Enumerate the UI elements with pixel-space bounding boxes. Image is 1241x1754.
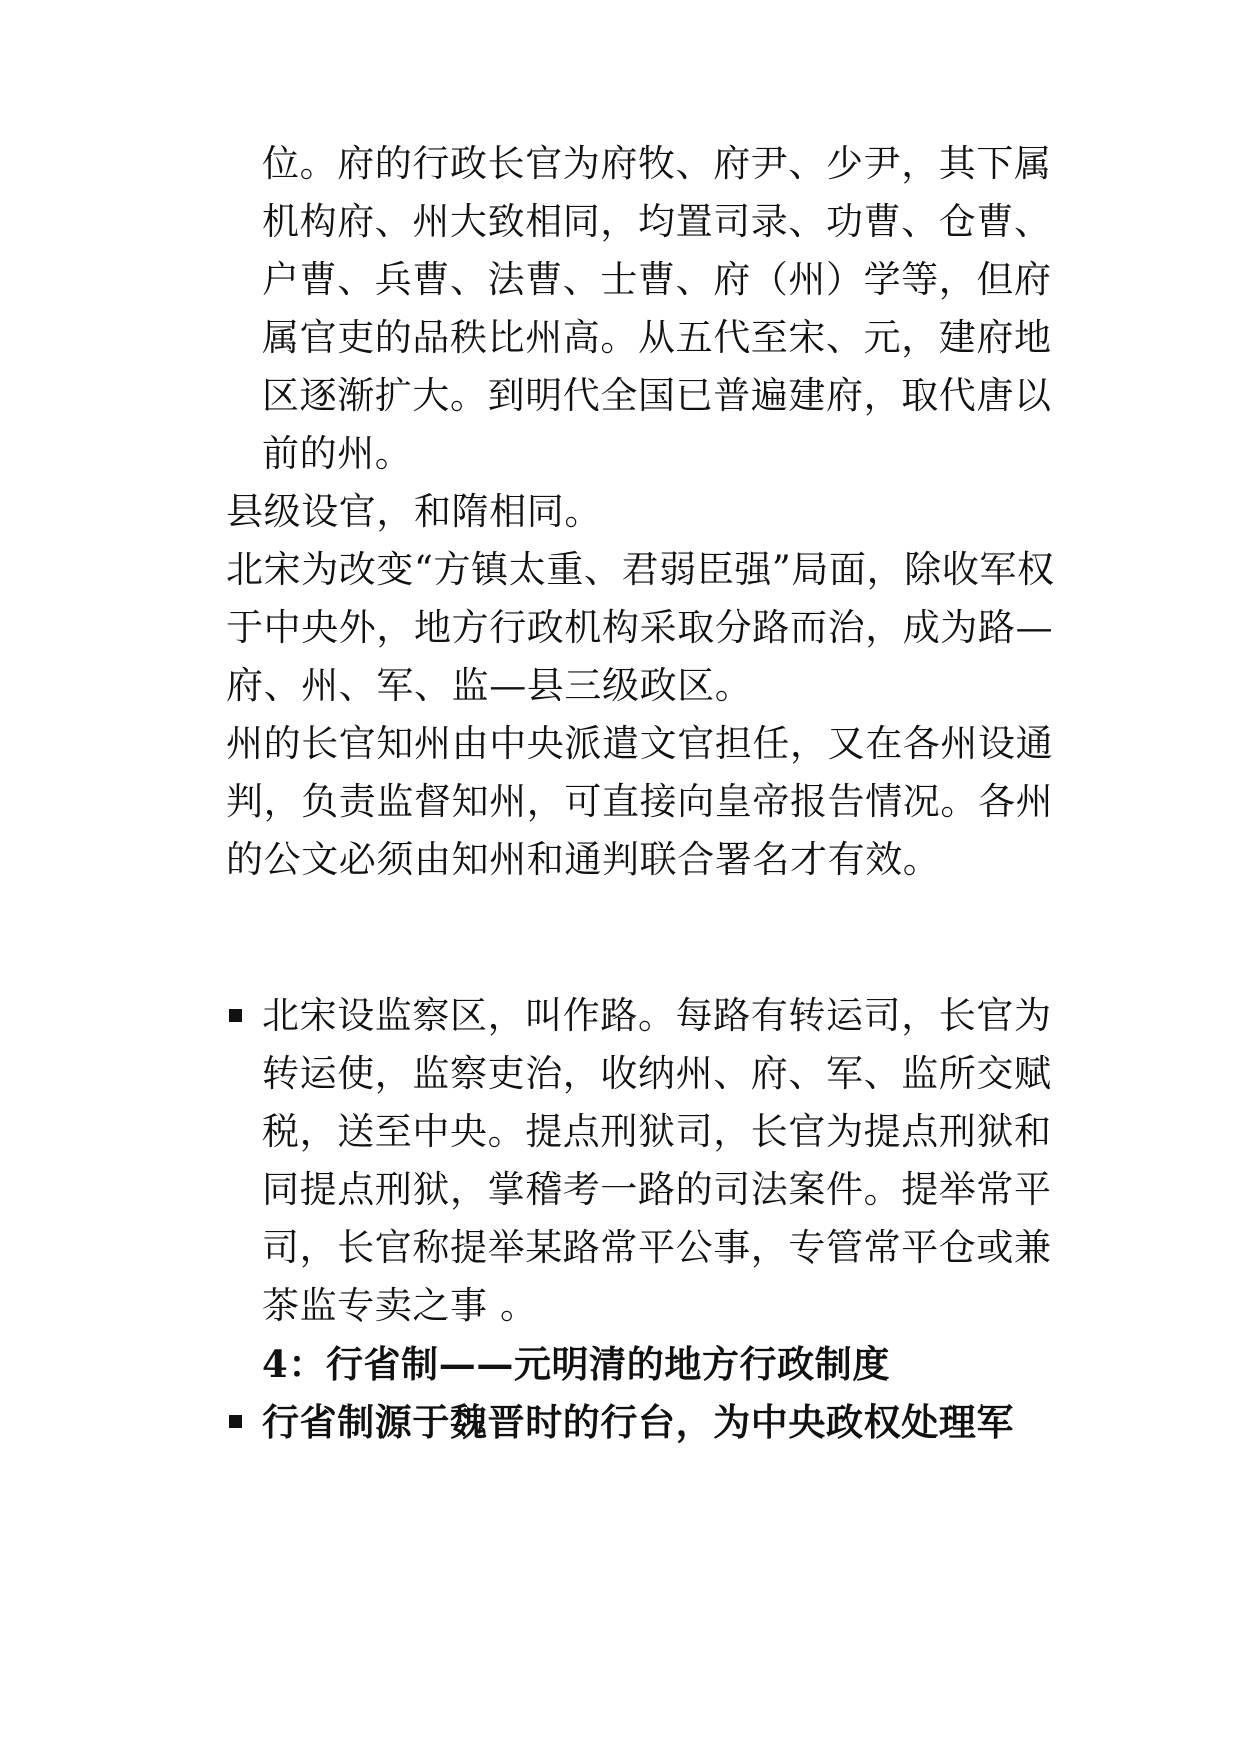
text-line: 同提点刑狱，掌稽考一路的司法案件。提举常平 [262, 1168, 1052, 1211]
bullet-square [229, 1415, 242, 1428]
text-line: 属官吏的品秩比州高。从五代至宋、元，建府地 [262, 316, 1052, 359]
text-line: 的公文必须由知州和通判联合署名才有效。 [226, 838, 941, 881]
text-line: 茶监专卖之事 。 [262, 1284, 538, 1327]
text-line: 判，负责监督知州，可直接向皇帝报告情况。各州 [226, 780, 1054, 823]
text-line: 州的长官知州由中央派遣文官担任，又在各州设通 [226, 722, 1054, 765]
section-heading: 4：行省制——元明清的地方行政制度 [262, 1342, 890, 1386]
text-line: 县级设官，和隋相同。 [226, 490, 602, 533]
text-line: 户曹、兵曹、法曹、士曹、府（州）学等，但府 [262, 258, 1052, 301]
text-line: 转运使，监察吏治，收纳州、府、军、监所交赋 [262, 1052, 1052, 1095]
text-line: 区逐渐扩大。到明代全国已普遍建府，取代唐以 [262, 374, 1052, 417]
text-line: 于中央外，地方行政机构采取分路而治，成为路— [226, 606, 1054, 649]
text-line: 前的州。 [262, 432, 413, 475]
bullet-square [229, 1009, 242, 1022]
text-line: 府、州、军、监—县三级政区。 [226, 664, 753, 707]
text-line: 机构府、州大致相同，均置司录、功曹、仓曹、 [262, 200, 1052, 243]
text-line: 司，长官称提举某路常平公事，专管常平仓或兼 [262, 1226, 1052, 1269]
text-line: 北宋为改变“方镇太重、君弱臣强”局面，除收军权 [226, 548, 1055, 591]
bullet-text-bold: 行省制源于魏晋时的行台，为中央政权处理军 [262, 1400, 1014, 1444]
text-line: 北宋设监察区，叫作路。每路有转运司，长官为 [262, 994, 1052, 1037]
text-line: 位。府的行政长官为府牧、府尹、少尹，其下属 [262, 142, 1052, 185]
text-line: 税，送至中央。提点刑狱司，长官为提点刑狱和 [262, 1110, 1052, 1153]
